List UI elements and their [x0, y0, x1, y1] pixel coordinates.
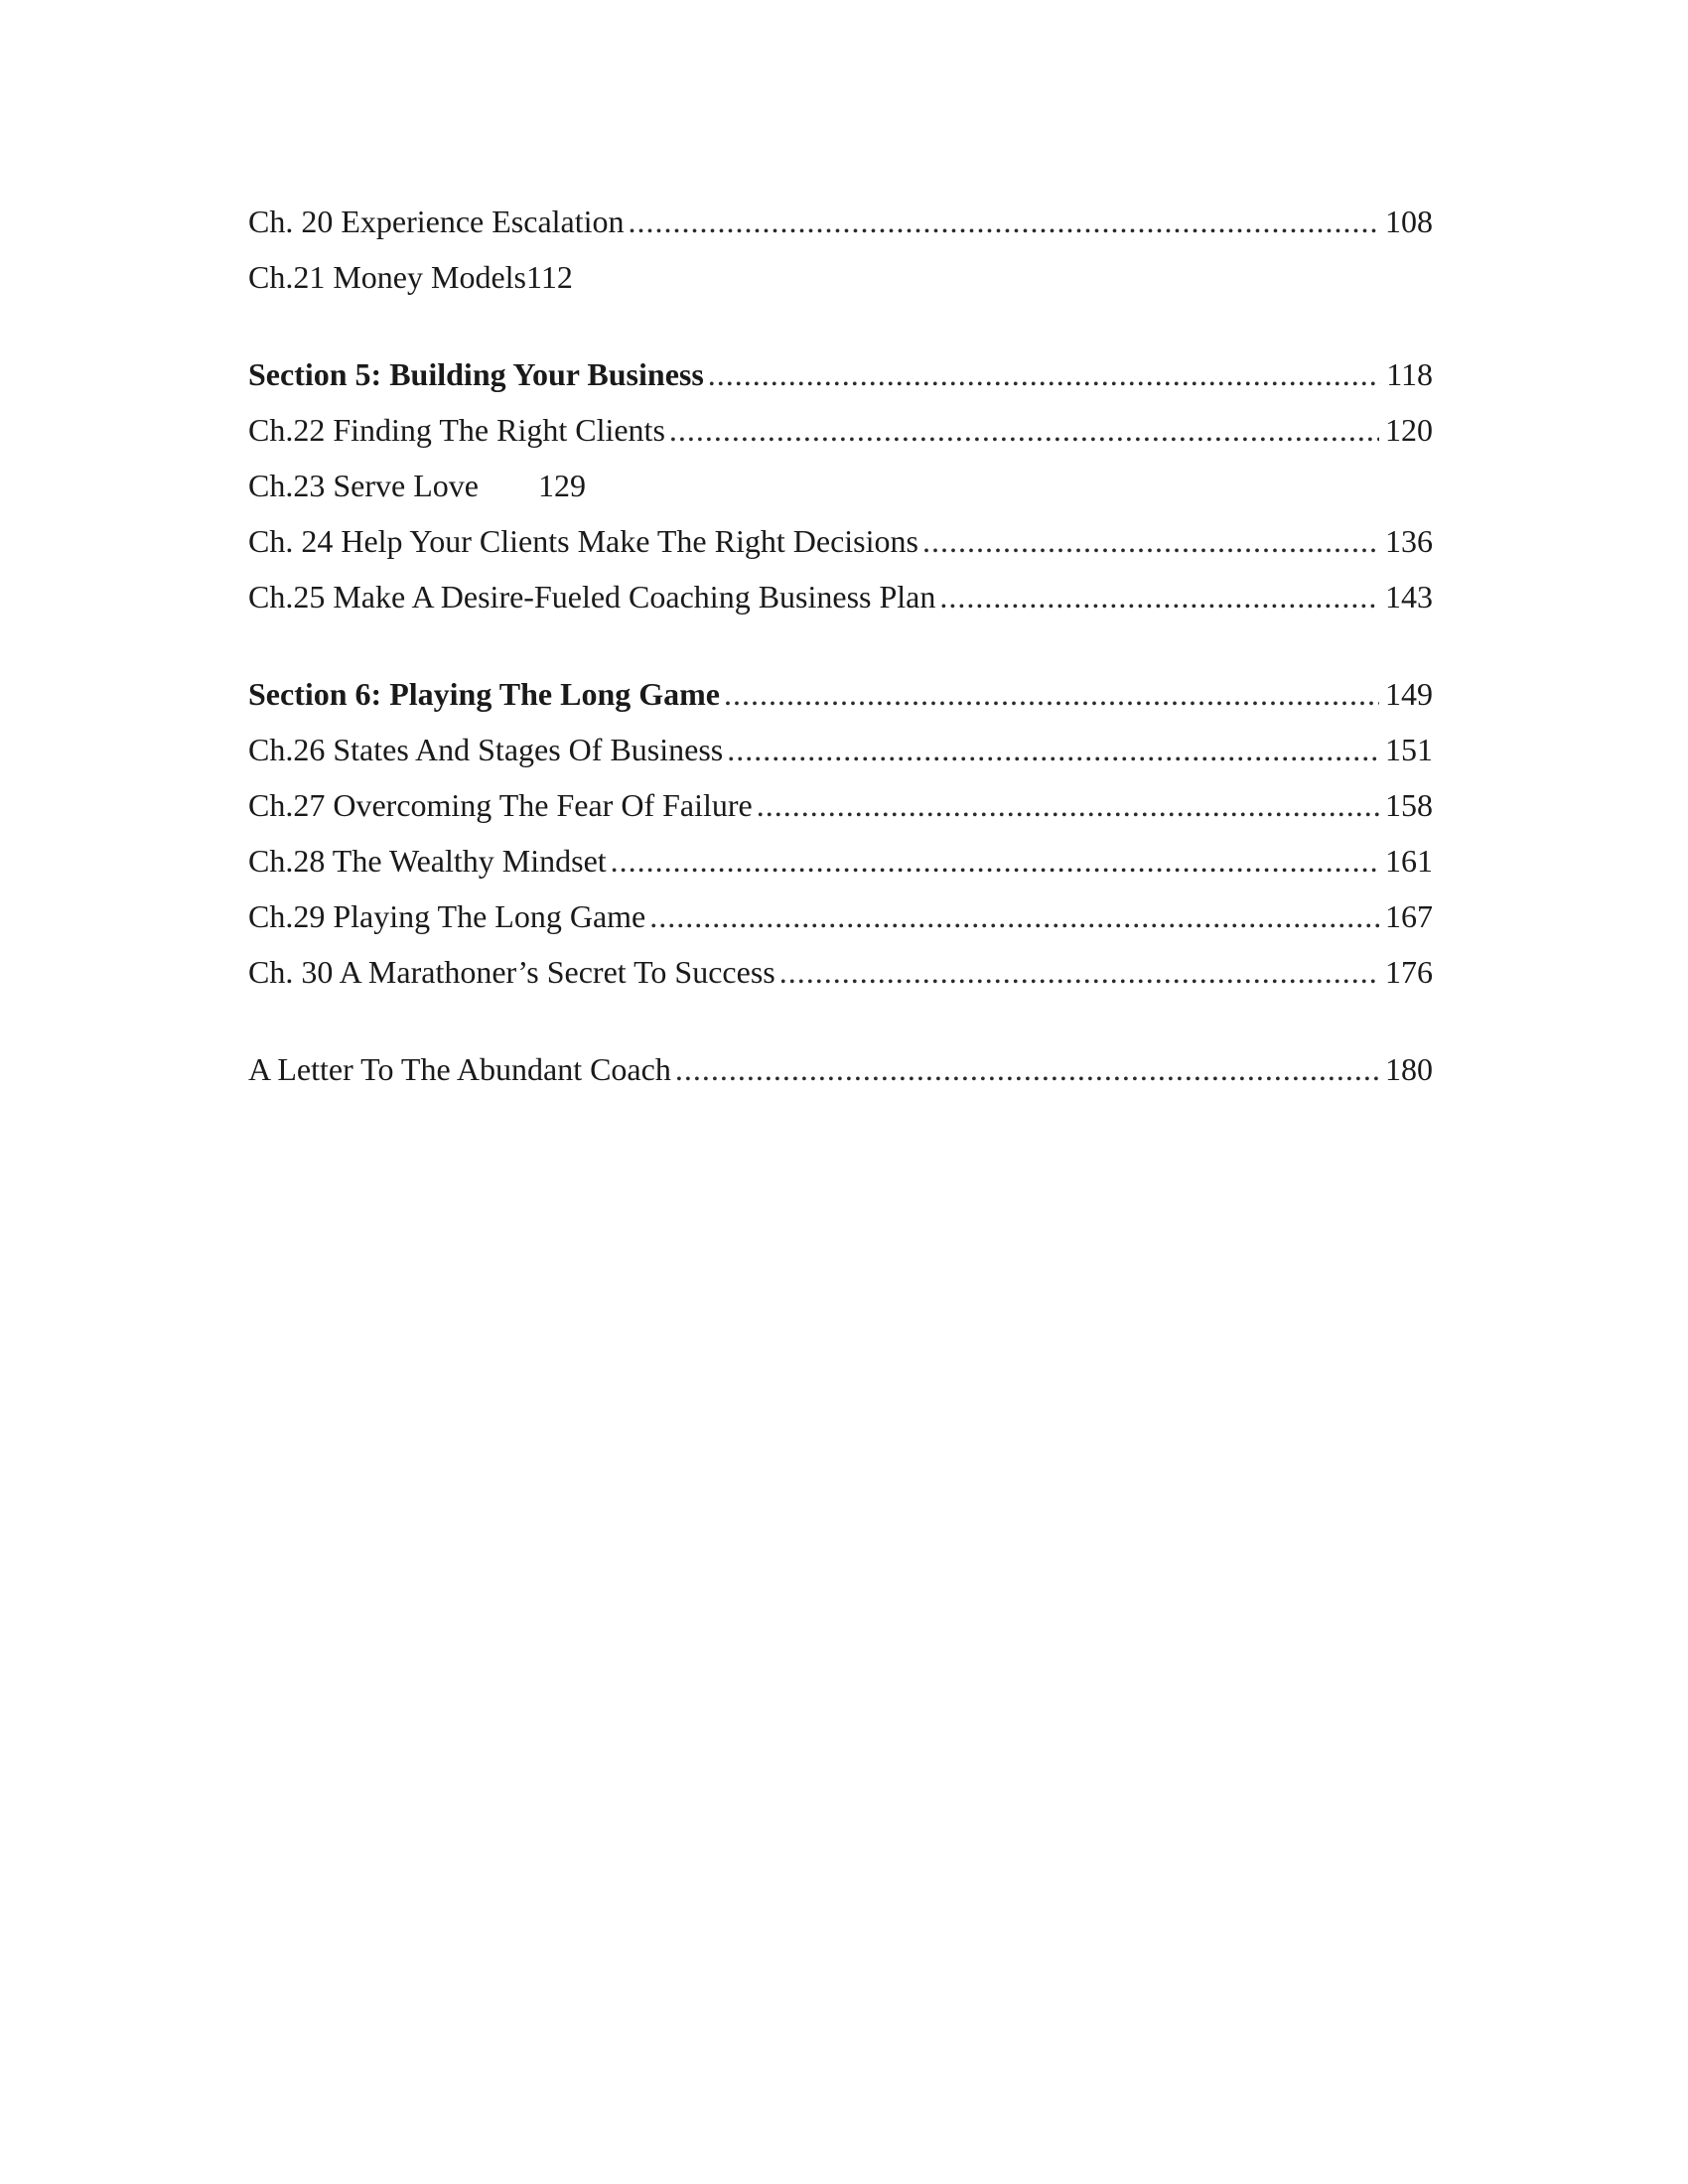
- table-of-contents: [248, 194, 1433, 1097]
- toc-entry-page: 176: [1385, 954, 1433, 990]
- toc-entry-title: Ch. 30 A Marathoner’s Secret To Success: [248, 954, 775, 990]
- dot-leader: [649, 888, 1379, 944]
- toc-entry-title: Ch.23 Serve Love: [248, 468, 479, 503]
- toc-entry-title: A Letter To The Abundant Coach: [248, 1051, 671, 1087]
- toc-entry-ch20[interactable]: [248, 194, 1433, 249]
- toc-entry-ch30[interactable]: [248, 944, 1433, 1000]
- toc-entry-title: Ch. 24 Help Your Clients Make The Right Decisions: [248, 523, 918, 559]
- toc-entry-page: 112: [526, 259, 573, 295]
- toc-entry-ch24[interactable]: [248, 513, 1433, 569]
- toc-entry-ch25[interactable]: [248, 569, 1433, 624]
- dot-leader: [727, 722, 1379, 777]
- section-spacer: [248, 624, 1433, 666]
- dot-leader: [922, 513, 1379, 569]
- section-spacer: [248, 1000, 1433, 1041]
- toc-entry-page: 158: [1385, 787, 1433, 823]
- toc-entry-title: Ch.22 Finding The Right Clients: [248, 412, 665, 448]
- toc-entry-title: Ch.28 The Wealthy Mindset: [248, 843, 607, 879]
- toc-entry-ch27[interactable]: [248, 777, 1433, 833]
- dot-leader: [611, 833, 1379, 888]
- toc-entry-title: Ch.25 Make A Desire-Fueled Coaching Business Plan: [248, 579, 936, 614]
- toc-entry-ch21[interactable]: [248, 249, 1433, 305]
- toc-section-5[interactable]: [248, 346, 1433, 402]
- toc-entry-page: 120: [1385, 412, 1433, 448]
- dot-leader: [629, 194, 1379, 249]
- toc-entry-title: Ch.21 Money Models: [248, 259, 526, 295]
- toc-entry-page: 143: [1385, 579, 1433, 614]
- dot-leader: [779, 944, 1379, 1000]
- toc-entry-ch22[interactable]: [248, 402, 1433, 458]
- toc-entry-ch29[interactable]: [248, 888, 1433, 944]
- toc-section-title: Section 6: Playing The Long Game: [248, 676, 720, 712]
- toc-entry-page: 136: [1385, 523, 1433, 559]
- toc-entry-title: Ch.29 Playing The Long Game: [248, 898, 646, 934]
- toc-entry-page: 129: [537, 468, 586, 503]
- toc-entry-title: Ch.27 Overcoming The Fear Of Failure: [248, 787, 753, 823]
- section-spacer: [248, 305, 1433, 346]
- toc-entry-page: 161: [1385, 843, 1433, 879]
- toc-section-6[interactable]: [248, 666, 1433, 722]
- dot-leader: [724, 666, 1379, 722]
- dot-leader: [757, 777, 1379, 833]
- toc-entry-title: Ch. 20 Experience Escalation: [248, 204, 625, 239]
- toc-entry-page: 180: [1385, 1051, 1433, 1087]
- toc-entry-letter[interactable]: [248, 1041, 1433, 1097]
- toc-section-page: 118: [1386, 356, 1433, 392]
- toc-entry-ch23[interactable]: [248, 458, 1433, 513]
- toc-entry-ch28[interactable]: [248, 833, 1433, 888]
- toc-entry-page: 151: [1385, 732, 1433, 767]
- dot-leader: [675, 1041, 1379, 1097]
- toc-entry-page: 108: [1385, 204, 1433, 239]
- toc-entry-title: Ch.26 States And Stages Of Business: [248, 732, 724, 767]
- toc-section-title: Section 5: Building Your Business: [248, 356, 704, 392]
- toc-entry-ch26[interactable]: [248, 722, 1433, 777]
- dot-leader: [939, 569, 1379, 624]
- dot-leader: [669, 402, 1379, 458]
- toc-section-page: 149: [1385, 676, 1433, 712]
- toc-entry-page: 167: [1385, 898, 1433, 934]
- dot-leader: [708, 346, 1380, 402]
